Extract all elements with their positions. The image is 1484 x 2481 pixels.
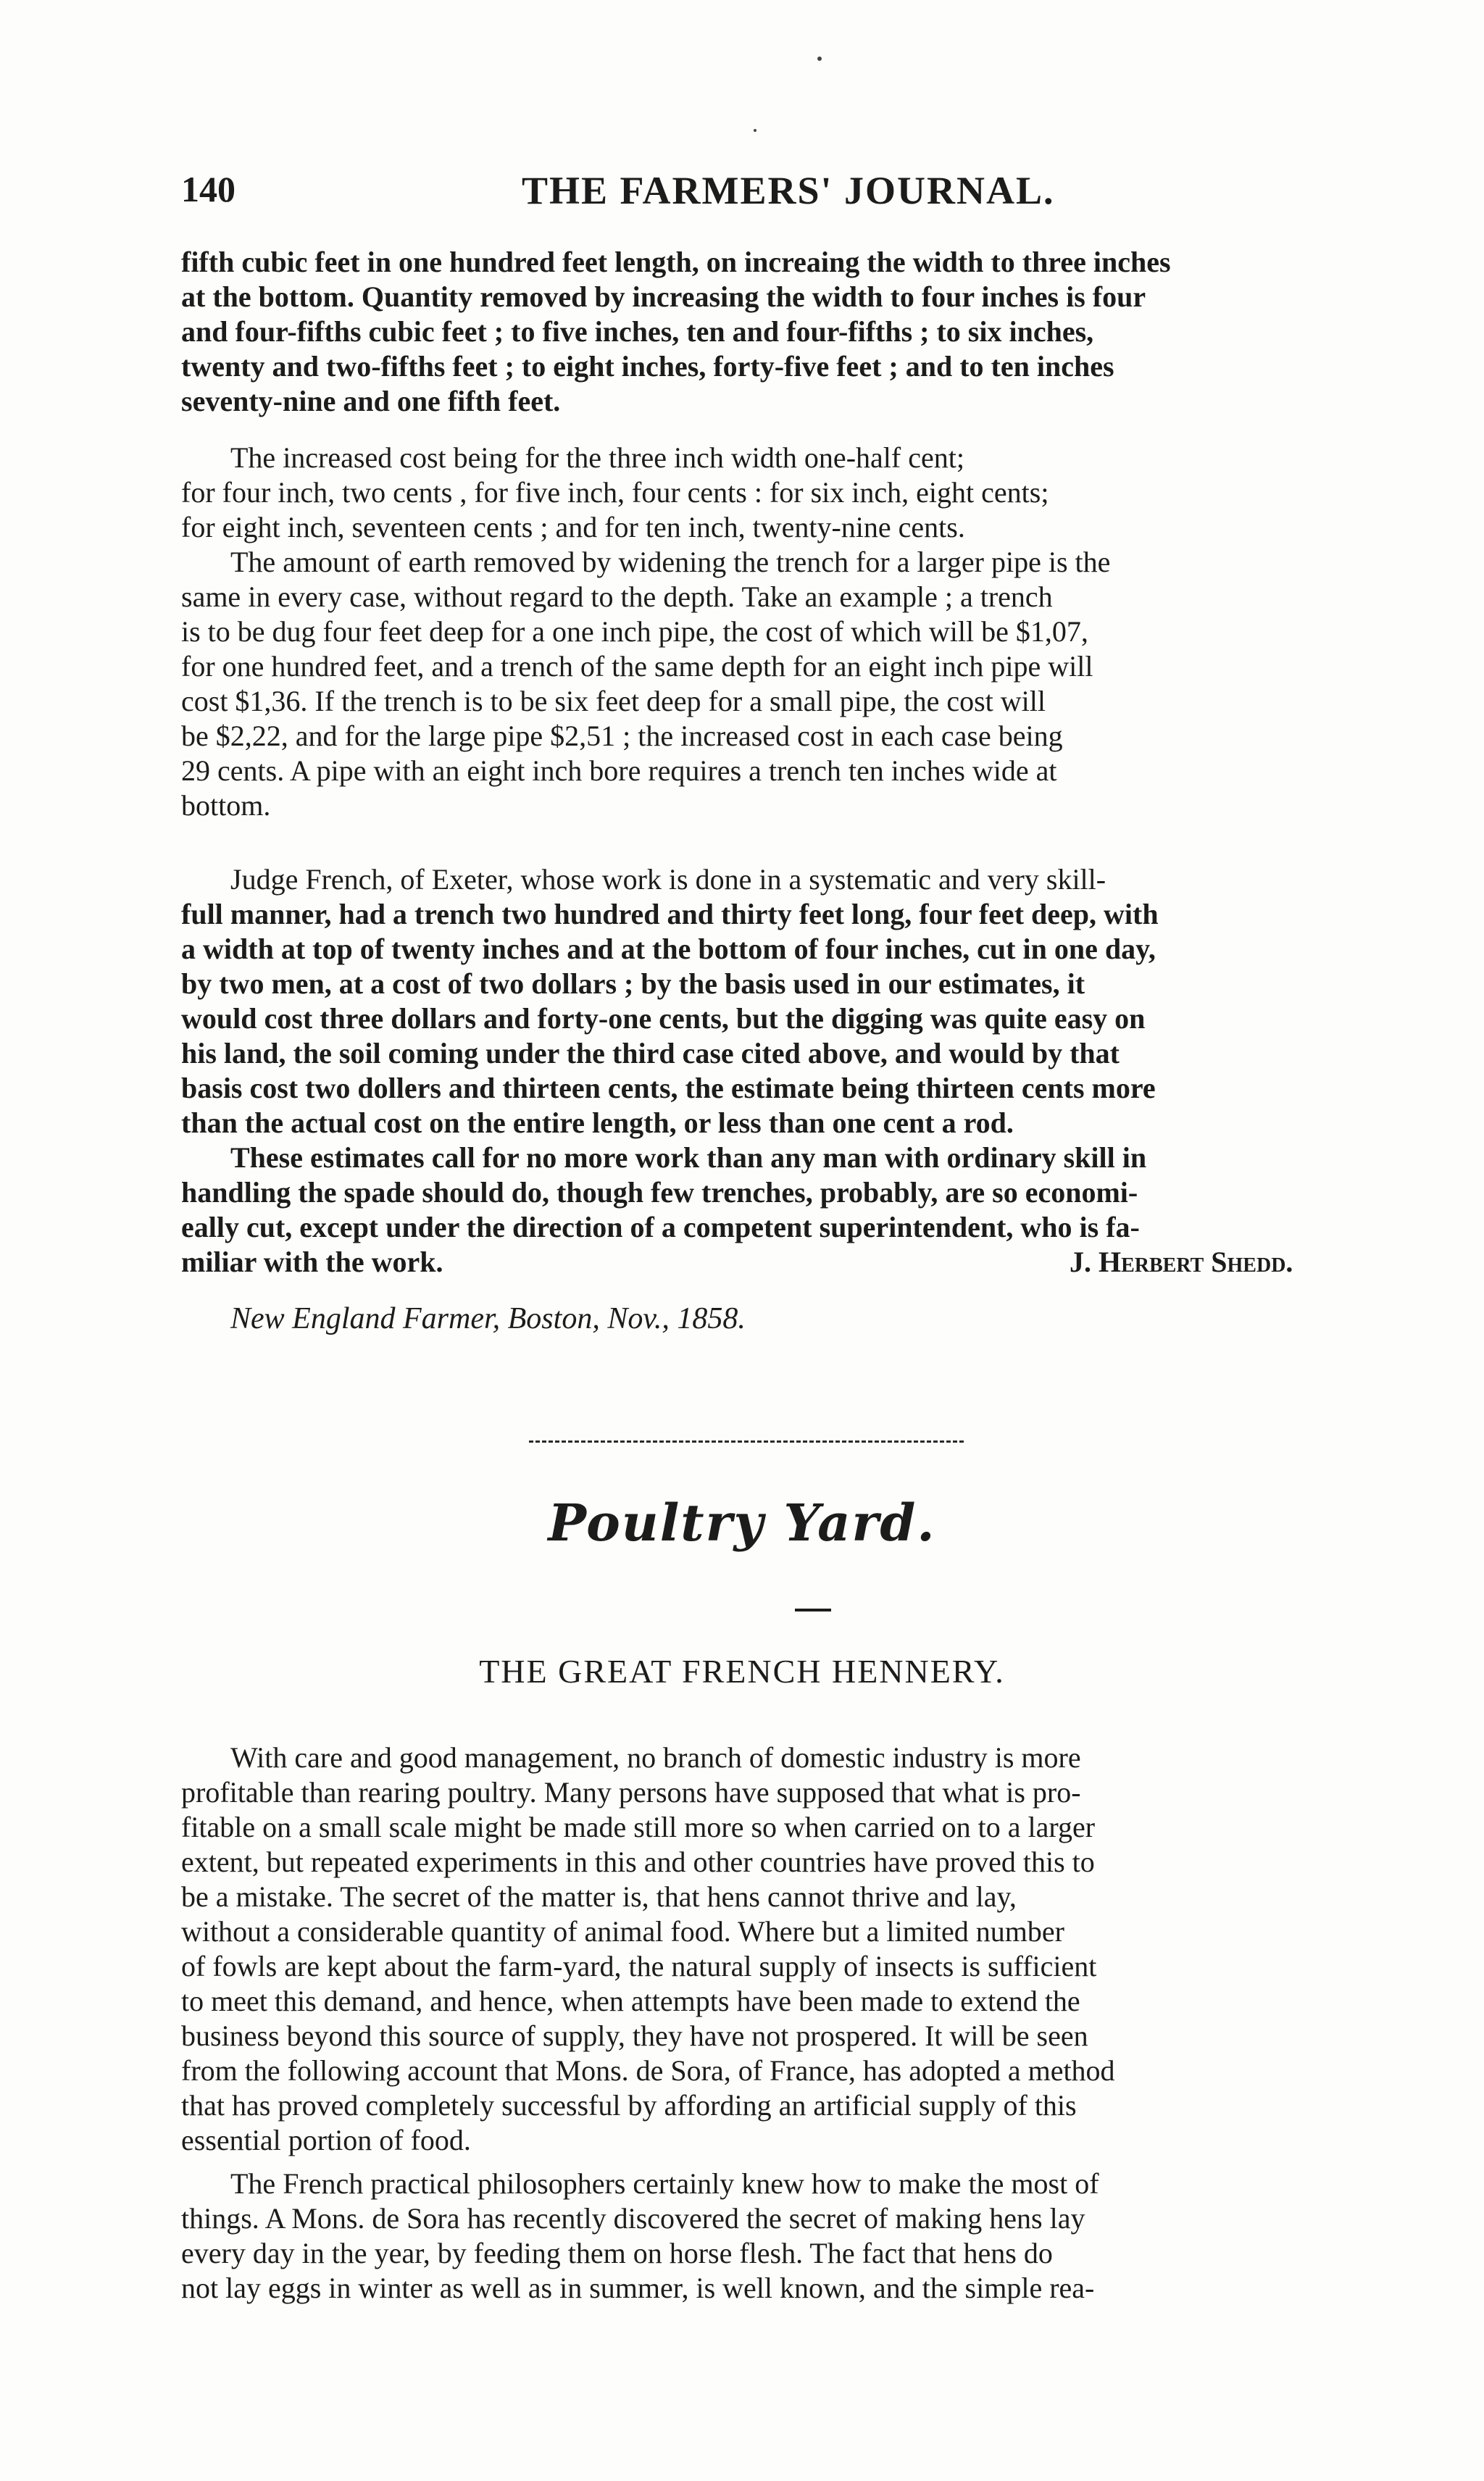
section-title: Poultry Yard. [548,1493,936,1553]
text-line: every day in the year, by feeding them on horse flesh. The fact that hens do [181,2237,1053,2269]
text-line: by two men, at a cost of two dollars ; by the basis used in our estimates, it [181,967,1085,1000]
text-line: is to be dug four feet deep for a one inch pipe, the cost of which will be $1,07, [181,615,1088,648]
text-line: than the actual cost on the entire length, or less than one cent a rod. [181,1106,1014,1139]
section-divider [529,1440,964,1443]
text-line: The amount of earth removed by widening the trench for a larger pipe is the [230,546,1111,578]
text-line: things. A Mons. de Sora has recently discovered the secret of making hens lay [181,2202,1085,2235]
text-line: 29 cents. A pipe with an eight inch bore requires a trench ten inches wide at [181,754,1057,787]
text-line: same in every case, without regard to the depth. Take an example ; a trench [181,580,1053,613]
text-line: profitable than rearing poultry. Many persons have supposed that what is pro- [181,1776,1081,1809]
text-line: fifth cubic feet in one hundred feet length, on increaing the width to three inches [181,246,1171,278]
text-line: of fowls are kept about the farm-yard, the natural supply of insects is sufficient [181,1950,1097,1982]
text-line: for four inch, two cents , for five inch, four cents : for six inch, eight cents; [181,476,1049,509]
text-line: business beyond this source of supply, they have not prospered. It will be seen [181,2019,1088,2052]
ink-speck [754,129,756,132]
text-line: cost $1,36. If the trench is to be six feet deep for a small pipe, the cost will [181,685,1046,717]
text-line: full manner, had a trench two hundred and thirty feet long, four feet deep, with [181,898,1159,930]
text-line: for one hundred feet, and a trench of the same depth for an eight inch pipe will [181,650,1093,683]
text-line: eally cut, except under the direction of a competent superintendent, who is fa- [181,1211,1140,1243]
text-line: would cost three dollars and forty-one cents, but the digging was quite easy on [181,1002,1146,1035]
running-title: THE FARMERS' JOURNAL. [522,169,1055,212]
text-line: from the following account that Mons. de Sora, of France, has adopted a method [181,2054,1115,2087]
text-line: Judge French, of Exeter, whose work is done in a systematic and very skill- [230,863,1106,896]
text-line: These estimates call for no more work than any man with ordinary skill in [230,1141,1147,1174]
text-line: seventy-nine and one fifth feet. [181,385,561,417]
page-header [181,168,1312,219]
text-line: handling the spade should do, though few trenches, probably, are so economi- [181,1176,1138,1209]
text-line: at the bottom. Quantity removed by increasing the width to four inches is four [181,280,1146,313]
text-line: bottom. [181,789,271,822]
text-line: and four-fifths cubic feet ; to five inches, ten and four-fifths ; to six inches, [181,315,1094,348]
author-signature: J. Herbert Shedd. [1070,1246,1293,1278]
text-line: for eight inch, seventeen cents ; and for ten inch, twenty-nine cents. [181,511,965,543]
text-line: fitable on a small scale might be made still more so when carried on to a larger [181,1811,1096,1843]
text-line: essential portion of food. [181,2124,471,2156]
ink-speck [817,57,822,61]
text-line: basis cost two dollers and thirteen cents, the estimate being thirteen cents more [181,1072,1156,1104]
article-title: THE GREAT FRENCH HENNERY. [479,1653,1005,1690]
text-line: miliar with the work. [181,1246,443,1278]
text-line: be a mistake. The secret of the matter is, that hens cannot thrive and lay, [181,1880,1017,1913]
text-line: without a considerable quantity of animal food. Where but a limited number [181,1915,1064,1948]
text-line: The French practical philosophers certainly knew how to make the most of [230,2167,1099,2200]
page-number: 140 [181,169,235,209]
text-line: that has proved completely successful by affording an artificial supply of this [181,2089,1077,2122]
text-line: a width at top of twenty inches and at the bottom of four inches, cut in one day, [181,933,1156,965]
text-line: to meet this demand, and hence, when attempts have been made to extend the [181,1985,1080,2017]
text-line: With care and good management, no branch of domestic industry is more [230,1741,1081,1774]
text-line: not lay eggs in winter as well as in summer, is well known, and the simple rea- [181,2272,1095,2304]
source-citation: New England Farmer, Boston, Nov., 1858. [230,1302,746,1335]
text-line: The increased cost being for the three inch width one-half cent; [230,441,964,474]
text-line: twenty and two-fifths feet ; to eight inches, forty-five feet ; and to ten inches [181,350,1114,383]
text-line: extent, but repeated experiments in this and other countries have proved this to [181,1846,1095,1878]
short-rule [795,1609,831,1611]
text-line: be $2,22, and for the large pipe $2,51 ; the increased cost in each case being [181,720,1063,752]
text-line: his land, the soil coming under the third case cited above, and would by that [181,1037,1120,1069]
